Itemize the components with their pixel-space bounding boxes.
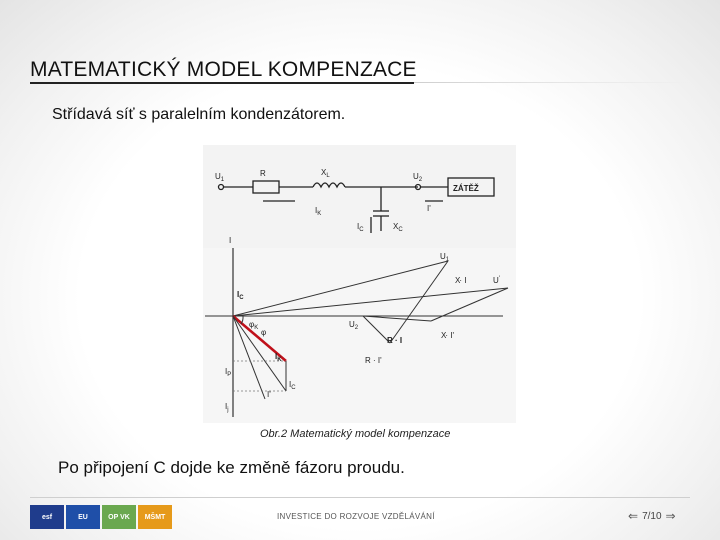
eu-logo: EU [66, 505, 100, 529]
label-ic: $I_C$ [357, 222, 364, 233]
next-slide-icon[interactable]: ⇒ [665, 509, 676, 523]
label-ph-iprime: I' [267, 390, 271, 399]
label-xc: $X_C$ [393, 222, 403, 233]
circuit-diagram [203, 145, 516, 423]
footer-logos [30, 505, 172, 529]
label-ph-ic2: $I_C$ [289, 380, 296, 391]
label-ph-u1-prime: U' [493, 276, 500, 285]
label-u2: $U_2$ [413, 172, 423, 183]
label-ik: $I_K$ [315, 206, 322, 217]
phasor-diagram [203, 236, 516, 423]
label-ph-xl-ik: X· I [455, 276, 467, 285]
msmt-logo: MŠMT [138, 505, 172, 529]
label-load: ZÁTĚŽ [453, 184, 479, 193]
bottom-text: Po připojení C dojde ke změně fázoru proudu. [58, 458, 405, 477]
label-ph-phi: φ [261, 328, 267, 337]
op-vk-logo: OP VK [102, 505, 136, 529]
label-ph-u2: $U_2$ [349, 320, 359, 331]
label-ph-ij: $I_j$ [225, 402, 229, 413]
page-number: 7/10 [642, 510, 662, 522]
label-xl: $X_L$ [321, 168, 330, 179]
label-ph-xl-i: X· I' [441, 331, 454, 340]
label-i-prime: I' [427, 204, 431, 213]
label-ph-ip: $I_P$ [225, 367, 232, 378]
page-indicator [628, 509, 676, 523]
label-u1: $U_1$ [215, 172, 225, 183]
slide-title: MATEMATICKÝ MODEL KOMPENZACE [30, 58, 417, 81]
label-ph-r-i: R · I' [365, 356, 382, 365]
title-underline [30, 82, 414, 84]
label-axis-i: I [229, 236, 232, 245]
label-ph-r-ik: R · I [387, 336, 403, 345]
footer-text: INVESTICE DO ROZVOJE VZDĚLÁVÁNÍ [277, 512, 435, 521]
label-ph-u1: $U_1$ [440, 252, 450, 263]
prev-slide-icon[interactable]: ⇐ [628, 509, 639, 523]
figure-caption: Obr.2 Matematický model kompenzace [260, 428, 451, 440]
label-ph-phi-k: $\varphi_K$ [249, 320, 259, 331]
footer-divider [30, 497, 690, 498]
label-r: R [260, 169, 266, 178]
label-ph-ik: $I_K$ [275, 352, 282, 363]
circuit-figure [203, 145, 516, 423]
slide-subtitle: Střídavá síť s paralelním kondenzátorem. [52, 106, 346, 123]
title-underline-extension [414, 82, 690, 83]
esf-logo: esf [30, 505, 64, 529]
label-ph-ic: $I_C$ [237, 290, 244, 301]
